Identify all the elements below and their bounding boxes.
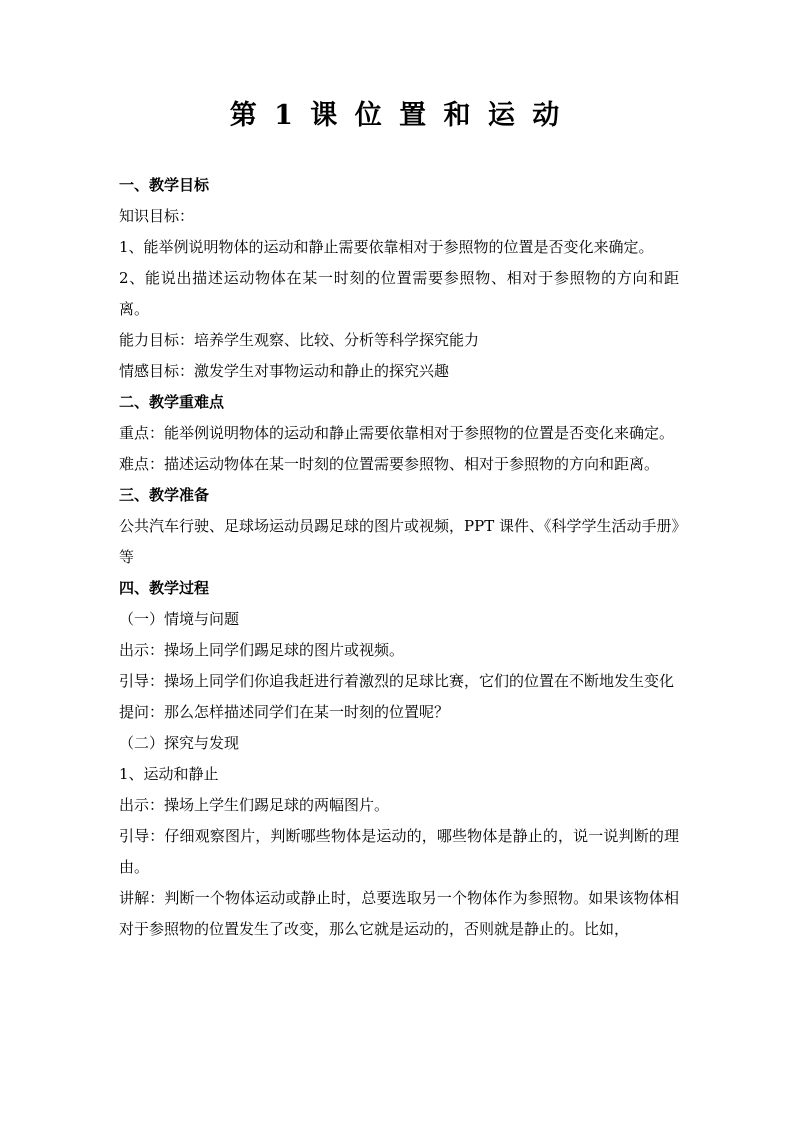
paragraph-motion-rest: 1、运动和静止: [119, 765, 219, 783]
section-heading-process: 四、教学过程: [119, 579, 210, 597]
subheading-explore: （二）探究与发现: [119, 734, 240, 752]
paragraph-preparation: 公共汽车行驶、足球场运动员踢足球的图片或视频，PPT 课件、《科学学生活动手册》等: [119, 517, 679, 566]
paragraph-guide-1: 引导：操场上同学们你追我赶进行着激烈的足球比赛，它们的位置在不断地发生变化: [119, 672, 675, 690]
paragraph-explain: 讲解：判断一个物体运动或静止时，总要选取另一个物体作为参照物。如果该物体相对于参照物的位置发生了改变，那么它就是运动的，否则就是静止的。比如，: [119, 889, 679, 938]
paragraph-knowledge-goal-1: 1、能举例说明物体的运动和静止需要依靠相对于参照物的位置是否变化来确定。: [119, 238, 654, 256]
paragraph-emotion-goal: 情感目标：激发学生对事物运动和静止的探究兴趣: [119, 362, 450, 380]
paragraph-knowledge-goal-label: 知识目标：: [119, 207, 195, 225]
paragraph-guide-2: 引导：仔细观察图片，判断哪些物体是运动的，哪些物体是静止的，说一说判断的理由。: [119, 827, 679, 876]
paragraph-difficult-point: 难点：描述运动物体在某一时刻的位置需要参照物、相对于参照物的方向和距离。: [119, 455, 660, 473]
section-heading-key-points: 二、教学重难点: [119, 393, 225, 411]
paragraph-question: 提问：那么怎样描述同学们在某一时刻的位置呢？: [119, 703, 450, 721]
paragraph-knowledge-goal-2: 2、能说出描述运动物体在某一时刻的位置需要参照物、相对于参照物的方向和距离。: [119, 269, 679, 318]
page-title: 第 1 课 位 置 和 运 动: [229, 100, 564, 131]
paragraph-show-1: 出示：操场上同学们踢足球的图片或视频。: [119, 641, 405, 659]
document-body: [119, 170, 679, 945]
subheading-situation: （一）情境与问题: [119, 610, 240, 628]
section-heading-objectives: 一、教学目标: [119, 176, 210, 194]
section-heading-preparation: 三、教学准备: [119, 486, 210, 504]
paragraph-show-2: 出示：操场上学生们踢足球的两幅图片。: [119, 796, 390, 814]
paragraph-key-point: 重点：能举例说明物体的运动和静止需要依靠相对于参照物的位置是否变化来确定。: [119, 424, 675, 442]
paragraph-ability-goal: 能力目标：培养学生观察、比较、分析等科学探究能力: [119, 331, 480, 349]
